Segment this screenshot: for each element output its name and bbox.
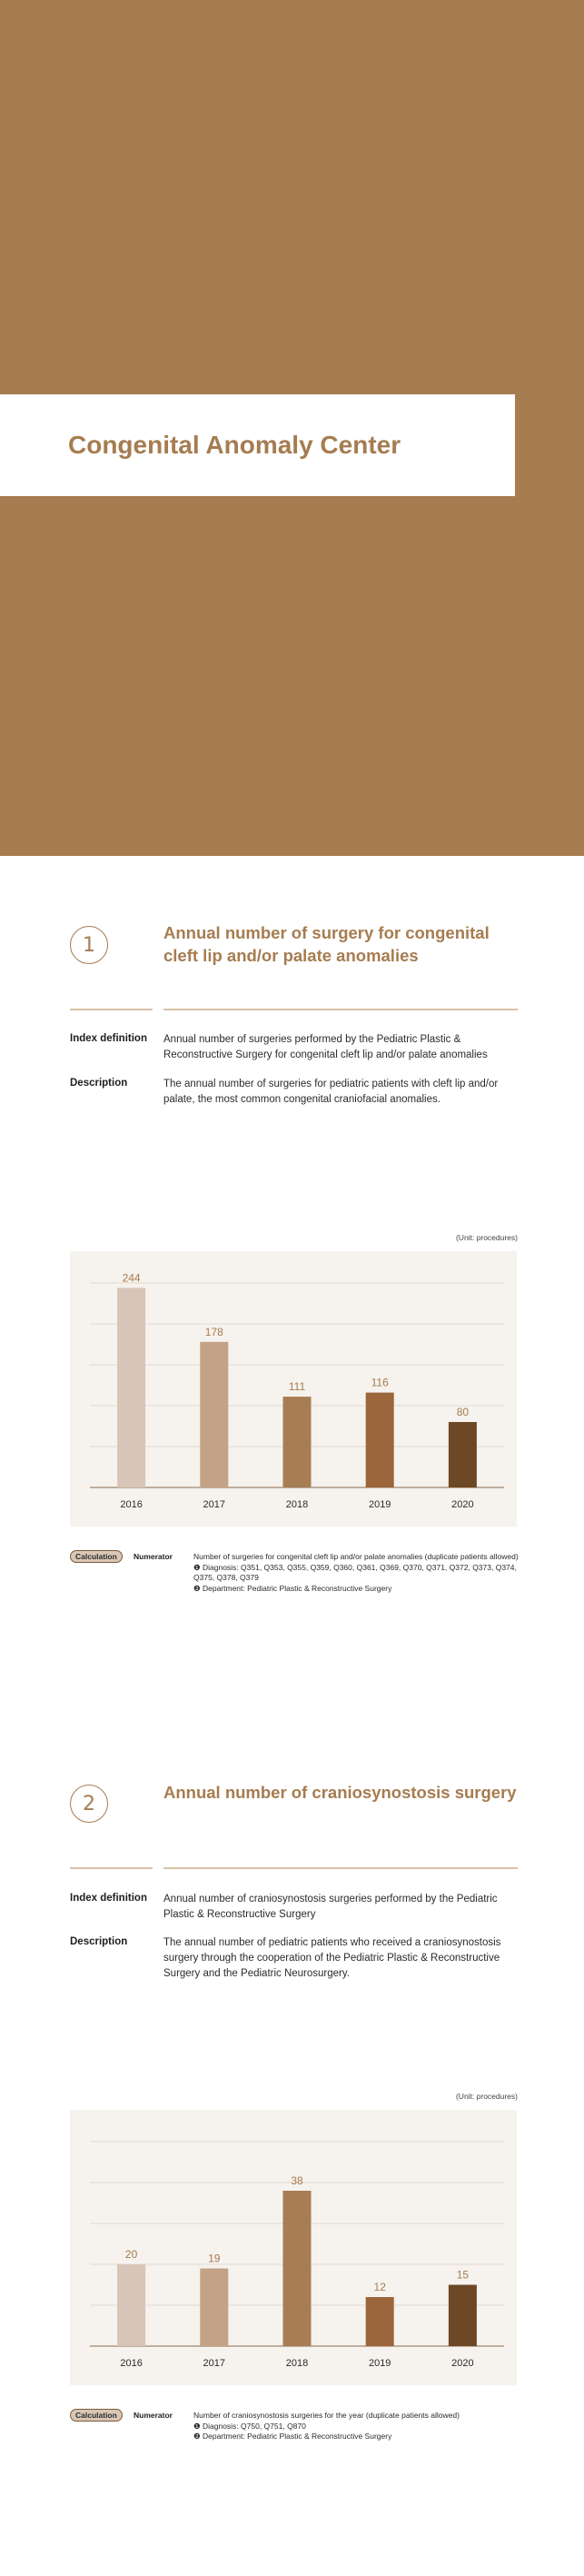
numerator-line: Number of surgeries for congenital cleft lip and/or palate anomalies (duplicate patients allowed) <box>193 1552 519 1561</box>
divider-short <box>70 1867 153 1869</box>
numerator-text <box>193 1552 519 1594</box>
description-text: The annual number of pediatric patients who received a craniosynostosis surgery through the cooperation of the Pediatric Plastic & Reconstructive Surgery and the Pediatric Neurosurgery. <box>163 1937 501 1979</box>
index-definition-label: Index definition <box>70 1033 147 1044</box>
tick-label-2019: 2019 <box>368 2358 391 2369</box>
bar-2019 <box>366 2297 394 2346</box>
numerator-label: Numerator <box>134 1552 173 1561</box>
bar-2020 <box>449 1422 477 1487</box>
data-label-2019: 116 <box>371 1376 389 1389</box>
numerator-line: ❷ Department: Pediatric Plastic & Reconstructive Surgery <box>193 2432 392 2441</box>
tick-label-2017: 2017 <box>203 2358 226 2369</box>
numerator-line: ❶ Diagnosis: Q351, Q353, Q355, Q359, Q360, Q361, Q369, Q370, Q371, Q372, Q373, Q374, Q375, Q378, Q379 <box>193 1562 517 1582</box>
bar-2017 <box>200 2269 228 2347</box>
bar-2019 <box>366 1393 394 1487</box>
description-label: Description <box>70 1078 128 1089</box>
data-label-2016: 20 <box>124 2248 138 2261</box>
numerator-label: Numerator <box>134 2411 173 2420</box>
calculation-badge: Calculation <box>70 1550 123 1563</box>
divider-long <box>163 1009 518 1010</box>
section-title-1: Annual number of surgery for congenital cleft lip and/or palate anomalies <box>163 923 490 965</box>
tick-label-2016: 2016 <box>120 2358 143 2369</box>
data-label-2020: 80 <box>456 1406 470 1418</box>
description-text: The annual number of surgeries for pediatric patients with cleft lip and/or palate, the most common congenital craniofacial anomalies. <box>163 1079 499 1105</box>
data-label-2017: 19 <box>208 2252 221 2265</box>
section-number-2: 2 <box>70 1785 108 1823</box>
numerator-line: ❶ Diagnosis: Q750, Q751, Q870 <box>193 2421 306 2431</box>
bar-chart-2 <box>70 2110 517 2385</box>
page-title: Congenital Anomaly Center <box>68 431 401 459</box>
divider-short <box>70 1009 153 1010</box>
bar-2018 <box>283 1397 312 1487</box>
calculation-badge: Calculation <box>70 2409 123 2422</box>
bar-2017 <box>200 1342 228 1487</box>
divider-long <box>163 1867 518 1869</box>
bar-2020 <box>449 2285 477 2347</box>
tick-label-2017: 2017 <box>203 1499 226 1510</box>
bar-2016 <box>117 1288 145 1487</box>
section-number-1: 1 <box>70 926 108 964</box>
bar-2016 <box>117 2264 145 2346</box>
chart-svg <box>70 2110 517 2385</box>
tick-label-2020: 2020 <box>451 1499 474 1510</box>
index-definition-label: Index definition <box>70 1893 147 1904</box>
unit-label: (Unit: procedures) <box>455 1233 518 1242</box>
numerator-line: ❷ Department: Pediatric Plastic & Reconstructive Surgery <box>193 1583 392 1593</box>
tick-label-2019: 2019 <box>368 1499 391 1510</box>
bar-chart-1 <box>70 1251 517 1527</box>
data-label-2017: 178 <box>204 1325 223 1338</box>
data-label-2016: 244 <box>122 1271 141 1285</box>
data-label-2020: 15 <box>456 2268 470 2282</box>
tick-label-2018: 2018 <box>285 2358 309 2369</box>
tick-label-2020: 2020 <box>451 2358 474 2369</box>
numerator-line: Number of craniosynostosis surgeries for the year (duplicate patients allowed) <box>193 2411 460 2420</box>
unit-label: (Unit: procedures) <box>455 2092 518 2101</box>
bar-2018 <box>283 2191 312 2346</box>
data-label-2018: 111 <box>288 1380 306 1394</box>
index-definition-text: Annual number of surgeries performed by the Pediatric Plastic & Reconstructive Surgery for congenital cleft lip and/or palate anomalies <box>163 1034 488 1060</box>
tick-label-2016: 2016 <box>120 1499 143 1510</box>
section-title-2: Annual number of craniosynostosis surgery <box>163 1783 517 1802</box>
chart-svg <box>70 1251 517 1527</box>
tick-label-2018: 2018 <box>285 1499 309 1510</box>
data-label-2018: 38 <box>291 2174 303 2187</box>
index-definition-text: Annual number of craniosynostosis surgeries performed by the Pediatric Plastic & Reconstructive Surgery <box>163 1894 498 1920</box>
data-label-2019: 12 <box>373 2281 386 2293</box>
description-label: Description <box>70 1936 128 1947</box>
numerator-text <box>193 2411 519 2442</box>
